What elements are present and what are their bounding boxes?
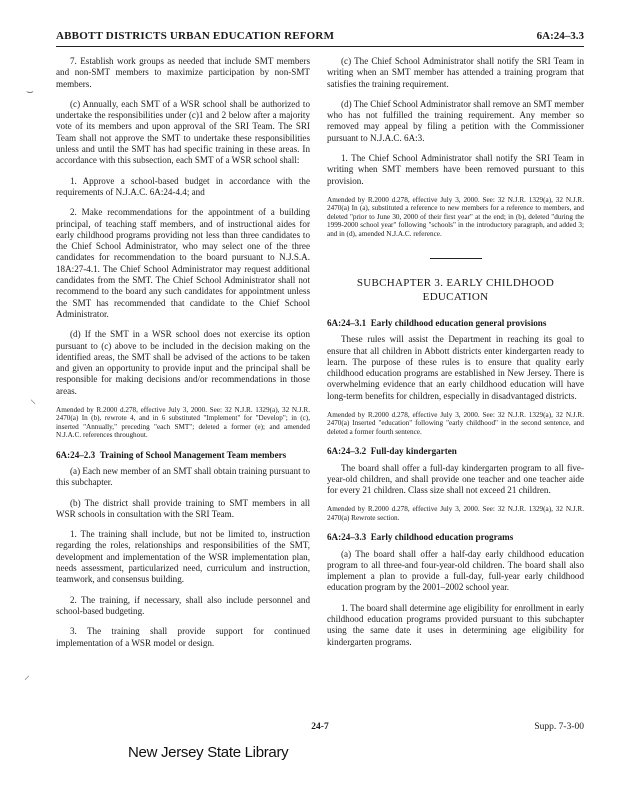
section-number: 6A:24–2.3: [56, 449, 96, 460]
paragraph: (c) Annually, each SMT of a WSR school shall be authorized to undertake the responsibilities under (c)1 and 2 below after a majority vote of its members and upon approval of the SRI Team. The SRI Team shall not approve the SMT to undertake these responsibilities unless and until the SMT has had specific training in these areas. In accordance with this subsection, each SMT of a WSR school shall:: [56, 98, 310, 166]
paragraph: 1. The Chief School Administrator shall notify the SRI Team in writing when SMT members have been removed pursuant to this provision.: [327, 153, 584, 186]
left-column: [56, 56, 310, 658]
paragraph: (a) The board shall offer a half-day early childhood education program to all three-and four-year-old children. The board shall also implement a plan to provide a full-day, full-year early childhood education program by the 2001–2002 school year.: [327, 548, 584, 593]
margin-scribble-icon: ⸝: [24, 668, 31, 682]
amendment-history: Amended by R.2000 d.278, effective July 3, 2000. See: 32 N.J.R. 1329(a), 32 N.J.R. 2470(a) Inserted "education" following "early childhood" in the second sentence, and deleted a former fourth sentence.: [327, 411, 584, 436]
paragraph: The board shall offer a full-day kindergarten program to all five-year-old children, and shall provide one teacher and one teacher aide for every 21 children. Class size shall not exceed 21 children.: [327, 462, 584, 496]
margin-scribble-icon: ⌣: [26, 84, 34, 98]
divider: [430, 258, 482, 259]
page-number: 24-7: [311, 722, 329, 732]
section-number: 6A:24–3.3: [327, 532, 367, 543]
paragraph: 1. The training shall include, but not be limited to, instruction regarding the roles, relationships and responsibilities of the SMT, development and implementation of the WSR implementation plan, needs assessment, particularized need, curriculum and instruction, teamwork, and consensus building.: [56, 529, 310, 585]
amendment-history: Amended by R.2000 d.278, effective July 3, 2000. See: 32 N.J.R. 1329(a), 32 N.J.R. 2470(a) In (b), rewrote 4, and in 6 substituted "Implement" for "Develop"; in (c), inserted "Annually," preceding "each SMT"; deleted a former (e); and amended N.J.A.C. references throughout.: [56, 406, 310, 440]
paragraph: (d) The Chief School Administrator shall remove an SMT member who has not fulfilled the training requirement. Any member so removed may appeal by filing a petition with the Commissioner pursuant to N.J.A.C. 6A:3.: [327, 98, 584, 143]
subchapter-heading: [327, 277, 584, 304]
library-stamp: New Jersey State Library: [128, 744, 289, 761]
section-heading: [327, 318, 584, 329]
paragraph: 3. The training shall provide support for continued implementation of a WSR model or design.: [56, 626, 310, 648]
amendment-history: Amended by R.2000 d.278, effective July 3, 2000. See: 32 N.J.R. 1329(a), 32 N.J.R. 2470(a) In (a), substituted a reference to new members for a reference to members, and deleted "prior to June 30, 2000 of their first year" at the end; in (b), deleted "during the 1999-2000 school year" following "schools" in the introductory paragraph, and added 3; and in (d), amended N.J.A.C. reference.: [327, 195, 584, 238]
margin-scribble-icon: ⸜: [30, 392, 37, 406]
section-title: Early childhood education programs: [370, 532, 514, 543]
subchapter-title-line: EDUCATION: [422, 290, 489, 303]
paragraph: These rules will assist the Department in reaching its goal to ensure that all children in Abbott districts enter kindergarten ready to learn. The purpose of these rules is to ensure that quality early childhood education programs are established in New Jersey. There is overwhelming evidence that an early childhood education will have long-term benefits for children, especially in disadvantaged districts.: [327, 334, 584, 401]
header-title: ABBOTT DISTRICTS URBAN EDUCATION REFORM: [56, 30, 335, 42]
paragraph: (b) The district shall provide training to SMT members in all WSR schools in consultation with the SRI Team.: [56, 497, 310, 519]
paragraph: (c) The Chief School Administrator shall notify the SRI Team in writing when an SMT member has attended a training program that satisfies the training requirement.: [327, 56, 584, 89]
section-heading: [327, 446, 584, 457]
section-title: Training of School Management Team members: [99, 449, 287, 460]
section-title: Full-day kindergarten: [370, 446, 457, 457]
section-number: 6A:24–3.1: [327, 318, 367, 328]
paragraph: 2. The training, if necessary, shall also include personnel and school-based budgeting.: [56, 594, 310, 616]
paragraph: 1. The board shall determine age eligibility for enrollment in early childhood education programs provided pursuant to this subchapter using the same date it uses in determining age eligibility for kindergarten programs.: [327, 602, 584, 647]
paragraph: 1. Approve a school-based budget in accordance with the requirements of N.J.A.C. 6A:24-4.4; and: [56, 175, 310, 197]
section-heading: [56, 450, 310, 461]
supplement-date: Supp. 7-3-00: [534, 722, 584, 732]
running-header: [56, 30, 584, 47]
subchapter-title-line: SUBCHAPTER 3. EARLY CHILDHOOD: [356, 277, 555, 289]
paragraph: (d) If the SMT in a WSR school does not exercise its option pursuant to (c) above to be included in the decision making on the identified areas, the SMT shall be advised of the actions to be taken and given an opportunity to provide input and the principal shall be responsible for making decisions and/or recommendations in those areas.: [56, 329, 310, 396]
paragraph: 7. Establish work groups as needed that include SMT members and non-SMT members to maximize participation by non-SMT members.: [56, 56, 310, 89]
section-number: 6A:24–3.2: [327, 446, 367, 457]
right-column: [327, 56, 584, 657]
header-section-number: 6A:24–3.3: [536, 30, 584, 42]
paragraph: (a) Each new member of an SMT shall obtain training pursuant to this subchapter.: [56, 465, 310, 488]
section-heading: [327, 532, 584, 543]
section-title: Early childhood education general provisions: [370, 318, 547, 328]
amendment-history: Amended by R.2000 d.278, effective July 3, 2000. See: 32 N.J.R. 1329(a), 32 N.J.R. 2470(a) Rewrote section.: [327, 505, 584, 522]
page-footer: [56, 722, 584, 734]
paragraph: 2. Make recommendations for the appointment of a building principal, of teaching staff members, and of instructional aides for early childhood programs providing not less than three candidates to the Chief School Administrator, who may select one of the three candidates for recommendation to the board pursuant to N.J.S.A. 18A:27-4.1. The Chief School Administrator may request additional candidates from the SMT. The Chief School Administrator shall not recommend to the board any such candidates for appointment unless the SMT has recommended that candidate to the Chief School Administrator.: [56, 207, 310, 319]
